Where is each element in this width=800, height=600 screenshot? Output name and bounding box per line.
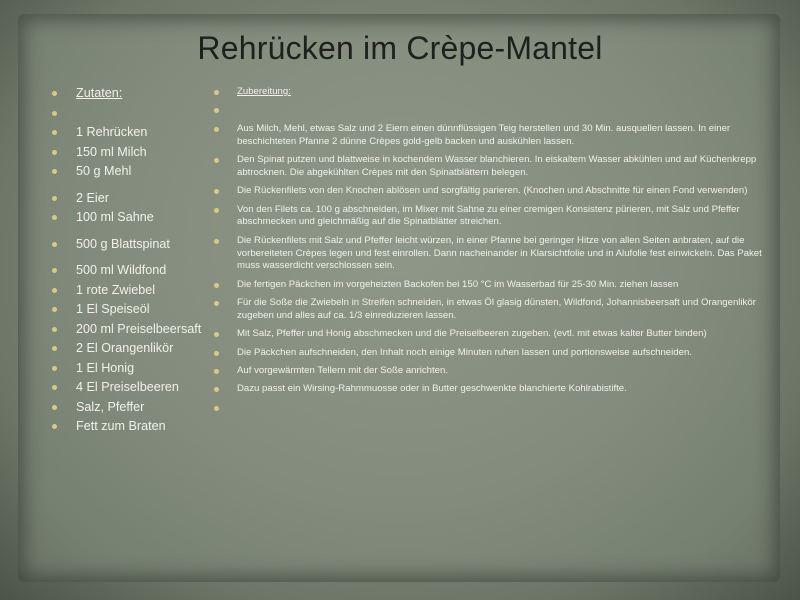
ingredients-list bbox=[52, 84, 212, 437]
bullet-icon bbox=[52, 268, 57, 273]
bullet-icon bbox=[52, 346, 57, 351]
bullet-icon bbox=[214, 108, 219, 113]
bullet-icon bbox=[52, 288, 57, 293]
preparation-list bbox=[214, 86, 762, 420]
preparation-step: Für die Soße die Zwiebeln in Streifen schneiden, in etwas Öl glasig dünsten, Wildfond, Johannisbeersaft und Orangenlikör zugeben und alles auf ca. 1/3 einreduzieren lassen. bbox=[214, 297, 762, 323]
bullet-icon bbox=[214, 189, 219, 194]
empty-list-item bbox=[214, 104, 762, 117]
ingredient-item: Salz, Pfeffer bbox=[52, 398, 212, 418]
preparation-heading: Zubereitung: bbox=[237, 86, 291, 97]
spacer bbox=[52, 228, 212, 235]
preparation-step: Dazu passt ein Wirsing-Rahmmuosse oder in Butter geschwenkte blanchierte Kohlrabistifte. bbox=[214, 383, 762, 396]
ingredient-item: 100 ml Sahne bbox=[52, 208, 212, 228]
preparation-step: Auf vorgewärmten Tellern mit der Soße anrichten. bbox=[214, 365, 762, 378]
bullet-icon bbox=[52, 91, 57, 96]
bullet-icon bbox=[52, 424, 57, 429]
ingredient-item: 1 Rehrücken bbox=[52, 123, 212, 143]
bullet-icon bbox=[52, 366, 57, 371]
bullet-icon bbox=[52, 405, 57, 410]
preparation-heading-item bbox=[214, 86, 762, 99]
preparation-step: Die Rückenfilets mit Salz und Pfeffer leicht würzen, in einer Pfanne bei geringer Hitze von allen Seiten anbraten, auf die vorbereiteten Crèpes legen und fest einrollen. Dann nacheinander in Klarsichtfolie und in Alufolie fest einwickeln. Das Paket muss wasserdicht verschlossen sein. bbox=[214, 235, 762, 273]
preparation-step: Die Päckchen aufschneiden, den Inhalt noch einige Minuten ruhen lassen und portionsweise aufschneiden. bbox=[214, 347, 762, 360]
bullet-icon bbox=[52, 196, 57, 201]
preparation-step: Mit Salz, Pfeffer und Honig abschmecken und die Preiselbeeren zugeben. (evtl. mit etwas kalter Butter binden) bbox=[214, 328, 762, 341]
ingredient-item: 150 ml Milch bbox=[52, 143, 212, 163]
bullet-icon bbox=[214, 158, 219, 163]
ingredient-item: 50 g Mehl bbox=[52, 162, 212, 182]
bullet-icon bbox=[52, 242, 57, 247]
ingredients-heading: Zutaten: bbox=[76, 86, 123, 100]
ingredient-item: 500 ml Wildfond bbox=[52, 261, 212, 281]
spacer bbox=[52, 182, 212, 189]
bullet-icon bbox=[52, 215, 57, 220]
bullet-icon bbox=[214, 127, 219, 132]
bullet-icon bbox=[52, 111, 57, 116]
slide-title: Rehrücken im Crèpe-Mantel bbox=[197, 30, 603, 66]
bullet-icon bbox=[214, 90, 219, 95]
preparation-step: Den Spinat putzen und blattweise in kochendem Wasser blanchieren. In eiskaltem Wasser abkühlen und auf Küchenkrepp abtrocknen. Die abgekühlten Crèpes mit den Spinatblättern belegen. bbox=[214, 154, 762, 180]
bullet-icon bbox=[214, 387, 219, 392]
bullet-icon bbox=[52, 307, 57, 312]
ingredient-item: 500 g Blattspinat bbox=[52, 235, 212, 255]
bullet-icon bbox=[52, 327, 57, 332]
bullet-icon bbox=[214, 208, 219, 213]
preparation-step: Die fertigen Päckchen im vorgeheizten Backofen bei 150 °C im Wasserbad für 25-30 Min. ziehen lassen bbox=[214, 279, 762, 292]
ingredient-item: 1 rote Zwiebel bbox=[52, 281, 212, 301]
empty-list-item bbox=[52, 104, 212, 124]
bullet-icon bbox=[52, 130, 57, 135]
bullet-icon bbox=[214, 239, 219, 244]
bullet-icon bbox=[52, 169, 57, 174]
ingredient-item: 1 El Speiseöl bbox=[52, 300, 212, 320]
bullet-icon bbox=[214, 283, 219, 288]
ingredient-item: 200 ml Preiselbeersaft bbox=[52, 320, 212, 340]
bullet-icon bbox=[214, 406, 219, 411]
ingredient-item: Fett zum Braten bbox=[52, 417, 212, 437]
bullet-icon bbox=[52, 150, 57, 155]
empty-list-item bbox=[214, 402, 762, 415]
preparation-step: Von den Filets ca. 100 g abschneiden, im Mixer mit Sahne zu einer cremigen Konsistenz pürieren, mit Salz und Pfeffer abschmecken und gleichmäßig auf die Spinatblätter streichen. bbox=[214, 204, 762, 230]
bullet-icon bbox=[214, 301, 219, 306]
bullet-icon bbox=[214, 351, 219, 356]
bullet-icon bbox=[214, 332, 219, 337]
preparation-step: Aus Milch, Mehl, etwas Salz und 2 Eiern einen dünnflüssigen Teig herstellen und 30 Min. ausquellen lassen. In einer beschichteten Pfanne 2 dünne Crèpes gold-gelb backen und auskühlen lassen. bbox=[214, 123, 762, 149]
ingredient-item: 2 Eier bbox=[52, 189, 212, 209]
bullet-icon bbox=[214, 369, 219, 374]
bullet-icon bbox=[52, 385, 57, 390]
ingredient-item: 2 El Orangenlikör bbox=[52, 339, 212, 359]
preparation-step: Die Rückenfilets von den Knochen ablösen und sorgfältig parieren. (Knochen und Abschnitte für einen Fond verwenden) bbox=[214, 185, 762, 198]
ingredient-item: 4 El Preiselbeeren bbox=[52, 378, 212, 398]
ingredients-heading-item bbox=[52, 84, 212, 104]
spacer bbox=[52, 254, 212, 261]
ingredient-item: 1 El Honig bbox=[52, 359, 212, 379]
